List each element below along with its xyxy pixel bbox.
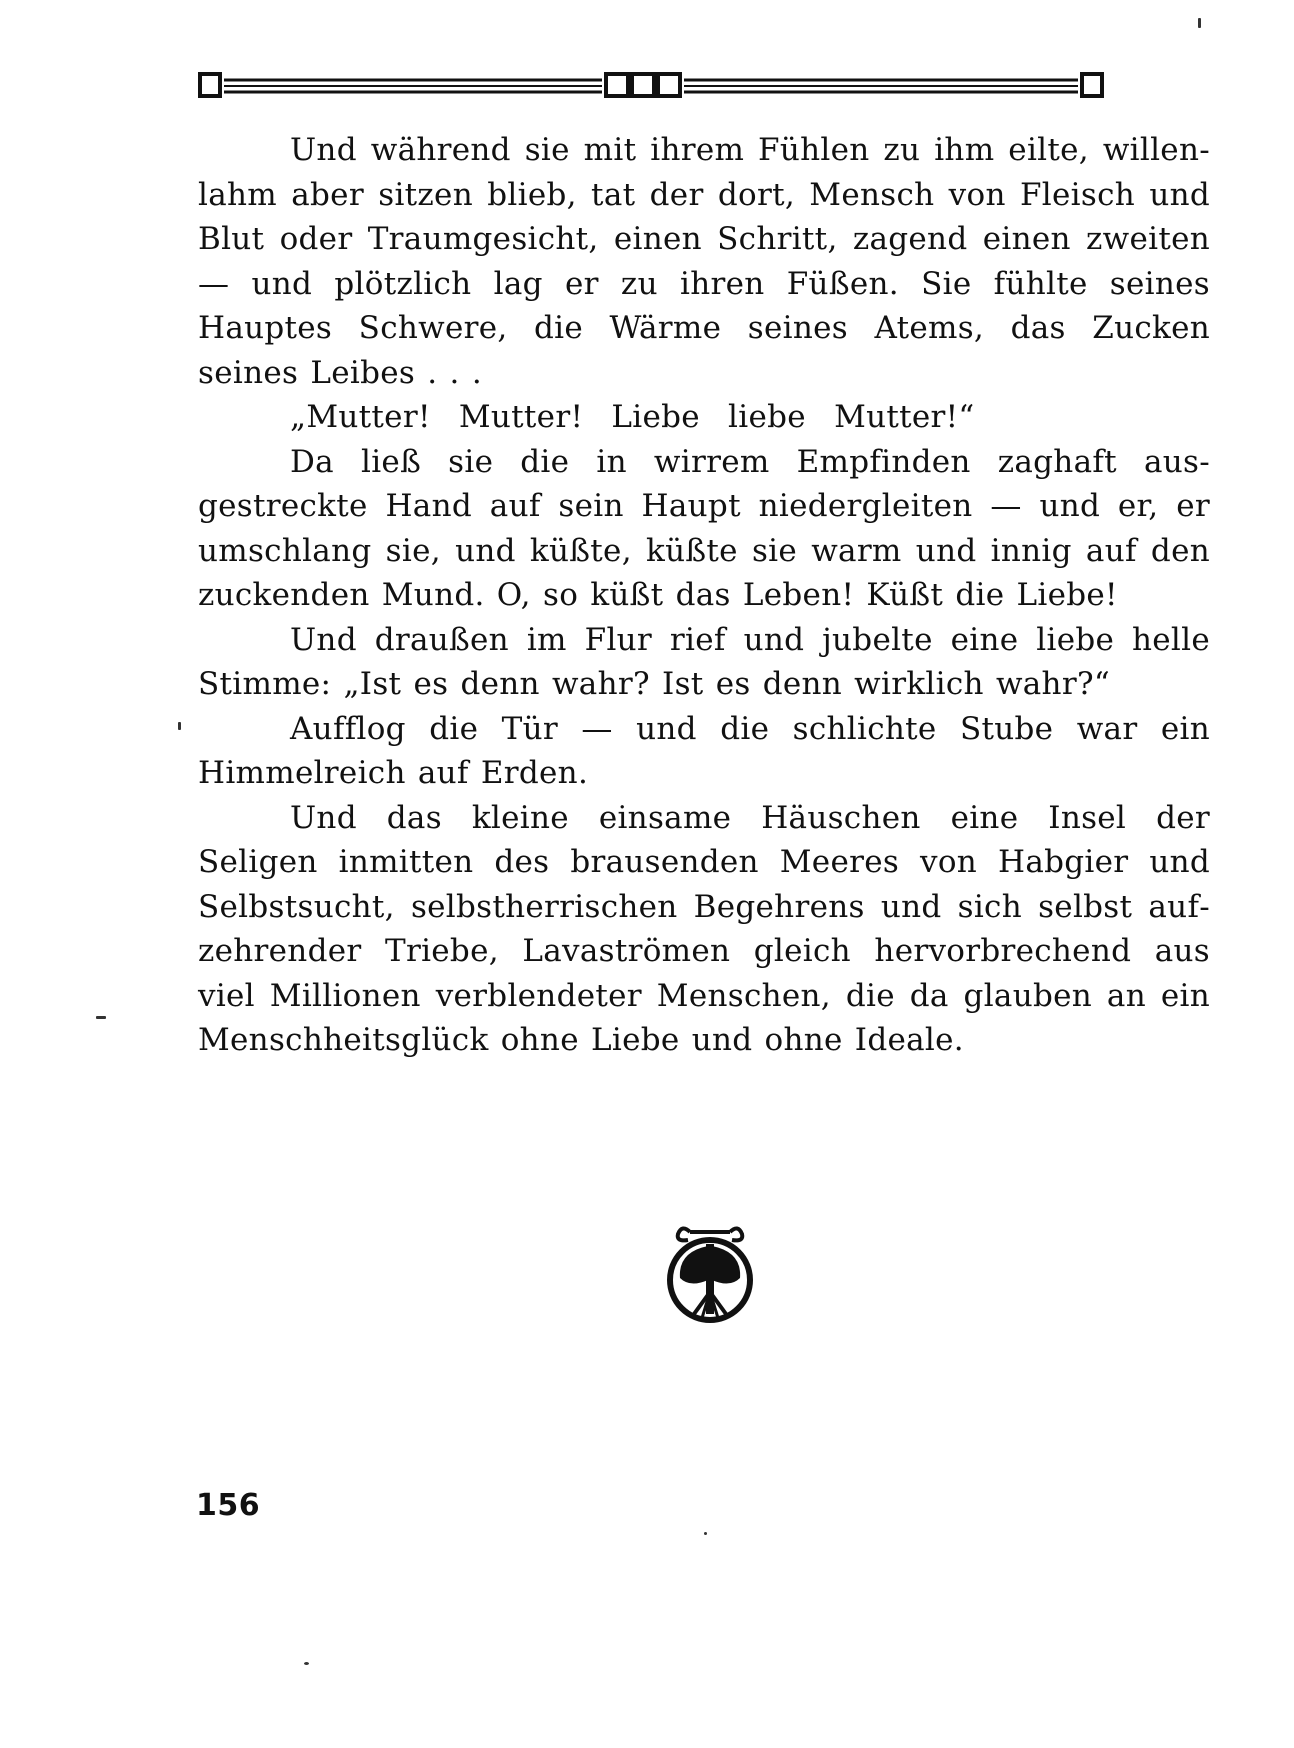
paragraph-5: Aufflog die Tür — und die schlichte Stube war ein Himmelreich auf Erden. bbox=[198, 710, 1210, 791]
paragraph-6: Und das kleine einsame Häuschen eine Insel der Seligen inmitten des brausenden Meeres von Habgier und Selbstsucht, selbstherrischen Begehrens und sich selbst auf‐zehrender Triebe, Lavaströmen gleich hervorbrechend aus viel Millionen verblendeter Menschen, die da glauben an ein Menschheitsglück ohne Liebe und ohne Ideale. bbox=[198, 799, 1210, 1058]
scan-speck bbox=[704, 1532, 707, 1535]
paragraph-4: Und draußen im Flur rief und jubelte eine liebe helle Stimme: „Ist es denn wahr? Ist es denn wirklich wahr?“ bbox=[198, 621, 1210, 702]
paragraph-2-quote: „Mutter! Mutter! Liebe liebe Mutter!“ bbox=[290, 399, 975, 435]
scan-speck bbox=[178, 722, 181, 730]
scan-speck bbox=[1198, 18, 1201, 28]
scan-speck bbox=[304, 1662, 309, 1665]
paragraph-1: Und während sie mit ihrem Fühlen zu ihm eilte, willen‐lahm aber sitzen blieb, tat der dort, Mensch von Fleisch und Blut oder Traumgesicht, einen Schritt, zagend einen zweiten — und plötzlich lag er zu ihren Füßen. Sie fühlte seines Hauptes Schwere, die Wärme seines Atems, das Zucken seines Leibes . . . bbox=[198, 132, 1210, 391]
body-text bbox=[198, 128, 1210, 1063]
scan-speck bbox=[96, 1016, 106, 1019]
paragraph-3: Da ließ sie die in wirrem Empfinden zaghaft aus‐gestreckte Hand auf sein Haupt niedergleiten — und er, er umschlang sie, und küßte, küßte sie warm und innig auf den zuckenden Mund. O, so küßt das Leben! Küßt die Liebe! bbox=[198, 443, 1210, 613]
end-ornament-icon bbox=[660, 1222, 760, 1328]
header-ornamental-rule bbox=[198, 68, 1210, 102]
page-number: 156 bbox=[196, 1488, 261, 1523]
